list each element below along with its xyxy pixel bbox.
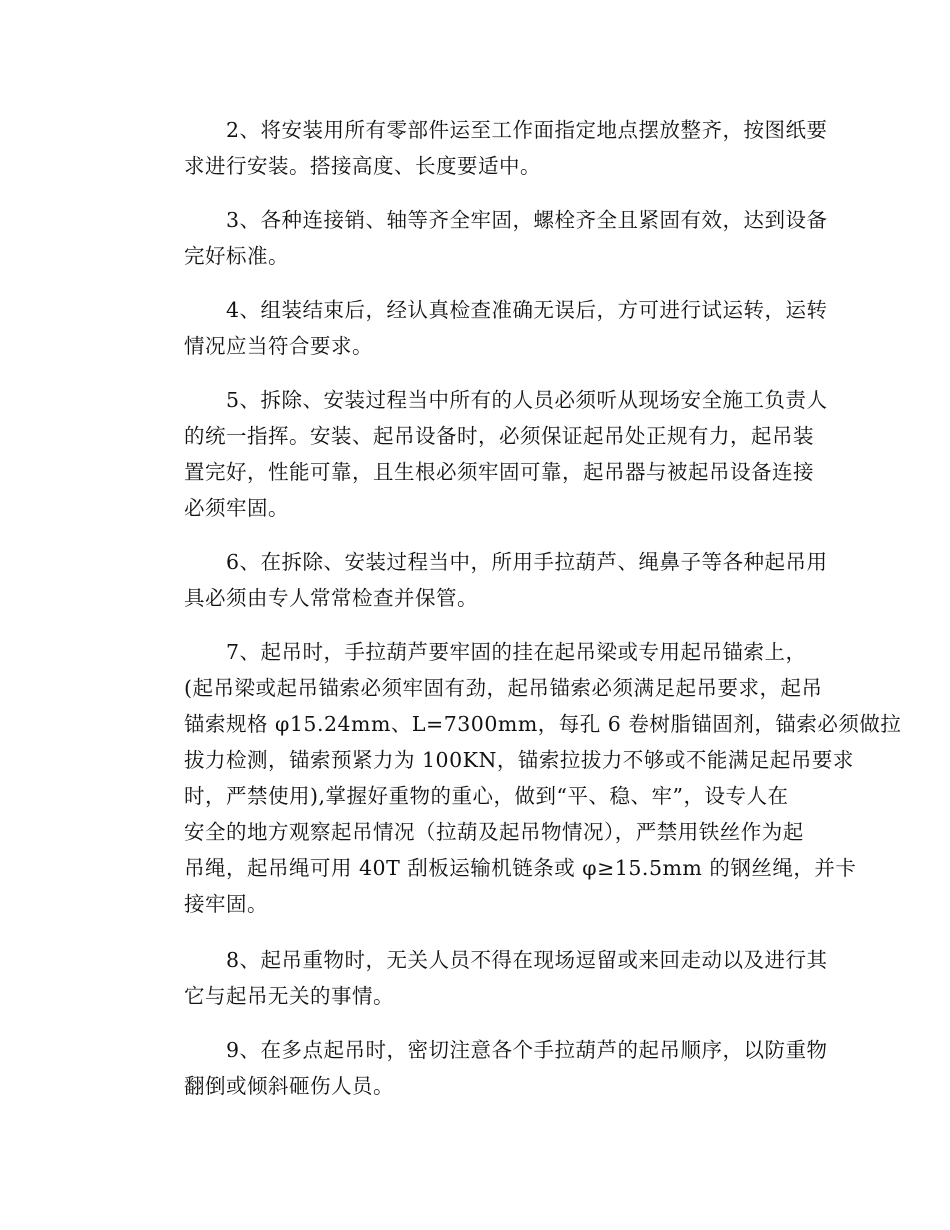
paragraph-line: 必须牢固。 — [184, 496, 289, 520]
paragraph-item-3 — [142, 202, 828, 274]
paragraph-line: 安全的地方观察起吊情况（拉葫及起吊物情况），严禁用铁丝作为起 — [184, 820, 804, 844]
paragraph-line: 翻倒或倾斜砸伤人员。 — [184, 1074, 394, 1098]
paragraph-line: 吊绳，起吊绳可用 40T 刮板运输机链条或 φ≥15.5mm 的钢丝绳，并卡 — [184, 856, 857, 880]
paragraph-line: 9、在多点起吊时，密切注意各个手拉葫芦的起吊顺序，以防重物 — [226, 1038, 828, 1062]
paragraph-item-4 — [142, 292, 828, 364]
paragraph-item-8 — [142, 942, 828, 1014]
paragraph-line: 的统一指挥。安装、起吊设备时，必须保证起吊处正规有力，起吊装 — [184, 424, 814, 448]
paragraph-item-5 — [142, 382, 828, 526]
paragraph-line: 2、将安装用所有零部件运至工作面指定地点摆放整齐，按图纸要 — [226, 118, 828, 142]
paragraph-line: 具必须由专人常常检查并保管。 — [184, 586, 478, 610]
paragraph-line: (起吊梁或起吊锚索必须牢固有劲，起吊锚索必须满足起吊要求，起吊 — [184, 676, 823, 700]
paragraph-line: 4、组装结束后，经认真检查准确无误后，方可进行试运转，运转 — [226, 298, 828, 322]
paragraph-line: 完好标准。 — [184, 244, 289, 268]
paragraph-item-7 — [142, 634, 902, 922]
paragraph-item-9 — [142, 1032, 828, 1104]
paragraph-line: 5、拆除、安装过程当中所有的人员必须听从现场安全施工负责人 — [226, 388, 828, 412]
paragraph-line: 接牢固。 — [184, 892, 268, 916]
paragraph-line: 求进行安装。搭接高度、长度要适中。 — [184, 154, 541, 178]
paragraph-line: 拔力检测，锚索预紧力为 100KN，锚索拉拔力不够或不能满足起吊要求 — [184, 748, 854, 772]
paragraph-line: 时，严禁使用),掌握好重物的重心，做到“平、稳、牢”，设专人在 — [184, 784, 789, 808]
paragraph-line: 它与起吊无关的事情。 — [184, 984, 394, 1008]
document-body — [142, 112, 902, 1122]
paragraph-item-6 — [142, 544, 828, 616]
paragraph-line: 8、起吊重物时，无关人员不得在现场逗留或来回走动以及进行其 — [226, 948, 828, 972]
paragraph-line: 锚索规格 φ15.24mm、L=7300mm，每孔 6 卷树脂锚固剂，锚索必须做拉 — [184, 712, 902, 736]
paragraph-line: 7、起吊时，手拉葫芦要牢固的挂在起吊梁或专用起吊锚索上， — [226, 640, 807, 664]
paragraph-line: 情况应当符合要求。 — [184, 334, 373, 358]
paragraph-item-2 — [142, 112, 828, 184]
paragraph-line: 6、在拆除、安装过程当中，所用手拉葫芦、绳鼻子等各种起吊用 — [226, 550, 828, 574]
paragraph-line: 3、各种连接销、轴等齐全牢固，螺栓齐全且紧固有效，达到设备 — [226, 208, 828, 232]
paragraph-line: 置完好，性能可靠，且生根必须牢固可靠，起吊器与被起吊设备连接 — [184, 460, 814, 484]
